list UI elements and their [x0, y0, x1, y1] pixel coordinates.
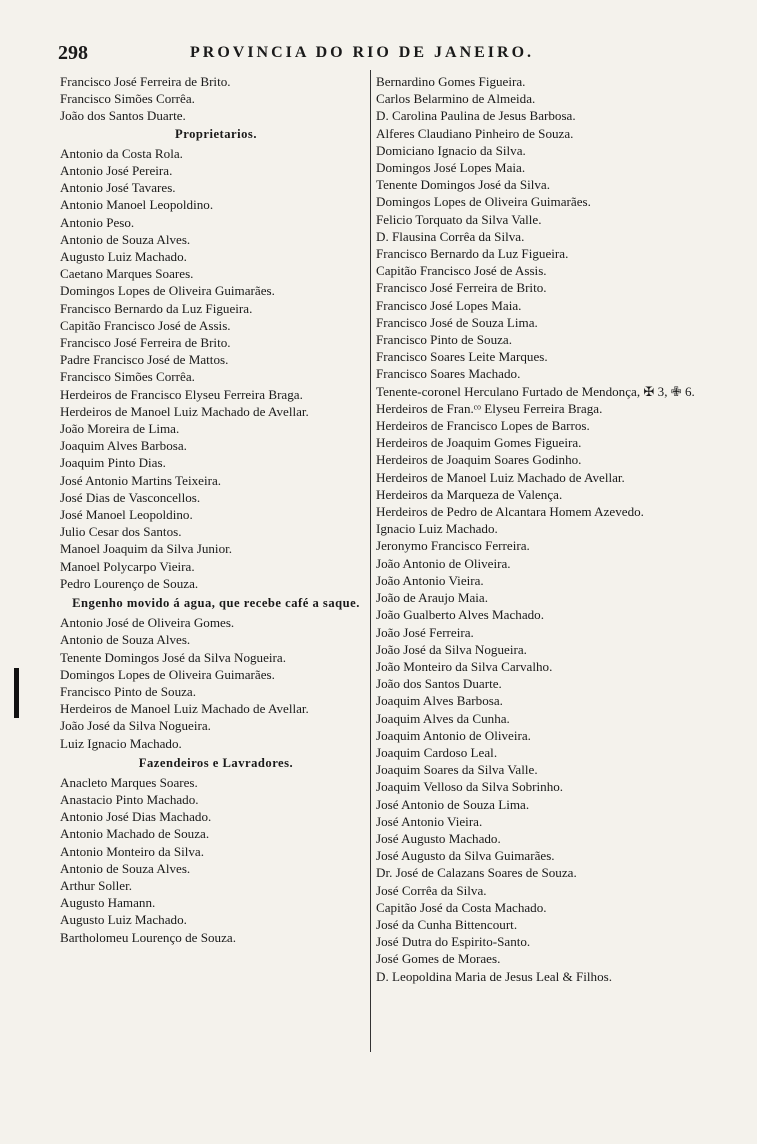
list-item: José Manoel Leopoldino.	[60, 507, 193, 523]
list-item: Anastacio Pinto Machado.	[60, 791, 199, 807]
list-item: Manoel Polycarpo Vieira.	[60, 558, 195, 574]
list-item: João Monteiro da Silva Carvalho.	[376, 658, 553, 674]
list-item: Joaquim Pinto Dias.	[60, 455, 166, 471]
list-item: Herdeiros de Fran.ᶜᵒ Elyseu Ferreira Braga.	[376, 400, 603, 416]
list-item: D. Leopoldina Maria de Jesus Leal & Filhos.	[376, 968, 613, 984]
list-item: Francisco José Lopes Maia.	[376, 297, 522, 313]
list-item: Antonio de Souza Alves.	[60, 231, 191, 247]
list-item: Joaquim Velloso da Silva Sobrinho.	[376, 779, 564, 795]
list-item: Herdeiros de Joaquim Gomes Figueira.	[376, 435, 582, 451]
right-column	[376, 73, 706, 985]
list-item: João de Araujo Maia.	[376, 590, 488, 606]
list-item: Herdeiros de Joaquim Soares Godinho.	[376, 452, 582, 468]
list-item: Joaquim Antonio de Oliveira.	[376, 727, 531, 743]
list-item: Bartholomeu Lourenço de Souza.	[60, 929, 236, 945]
list-item: Francisco José Ferreira de Brito.	[60, 74, 231, 89]
list-item: Luiz Ignacio Machado.	[60, 735, 182, 751]
list-item: Antonio José Tavares.	[60, 180, 176, 196]
list-item: Julio Cesar dos Santos.	[60, 524, 182, 540]
list-item: Joaquim Alves Barbosa.	[376, 693, 503, 709]
list-item: Tenente-coronel Herculano Furtado de Mendonça, ✠ 3, ✙ 6.	[376, 383, 695, 399]
list-item: Francisco Bernardo da Luz Figueira.	[376, 246, 569, 262]
list-item: Bernardino Gomes Figueira.	[376, 74, 526, 89]
list-item: João José da Silva Nogueira.	[60, 718, 211, 734]
list-item: José Dutra do Espirito-Santo.	[376, 934, 531, 950]
list-item: José Corrêa da Silva.	[376, 882, 487, 898]
list-item: Joaquim Soares da Silva Valle.	[376, 762, 538, 778]
list-item: Francisco José Ferreira de Brito.	[376, 280, 547, 296]
list-item: Francisco Soares Leite Marques.	[376, 349, 548, 365]
list-item: José Augusto Machado.	[376, 830, 501, 846]
list-item: Tenente Domingos José da Silva Nogueira.	[60, 649, 286, 665]
left-column	[60, 73, 372, 946]
list-item: Antonio Manoel Leopoldino.	[60, 197, 214, 213]
list-item: Herdeiros de Manoel Luiz Machado de Avellar.	[60, 403, 309, 419]
list-item: Jeronymo Francisco Ferreira.	[376, 538, 530, 554]
list-item: José Antonio Martins Teixeira.	[60, 472, 222, 488]
list-item: Herdeiros de Manoel Luiz Machado de Avellar.	[60, 701, 309, 717]
list-item: Antonio Peso.	[60, 214, 135, 230]
list-item: Domingos Lopes de Oliveira Guimarães.	[60, 666, 275, 682]
list-item: Tenente Domingos José da Silva.	[376, 177, 551, 193]
list-item: João José Ferreira.	[376, 624, 474, 640]
section-heading-proprietarios: Proprietarios.	[175, 126, 257, 141]
list-item: Francisco José Ferreira de Brito.	[60, 335, 231, 351]
list-item: Herdeiros de Francisco Elyseu Ferreira Braga.	[60, 386, 303, 402]
list-item: Domingos Lopes de Oliveira Guimarães.	[376, 194, 591, 210]
list-item: D. Flausina Corrêa da Silva.	[376, 228, 525, 244]
list-item: Felicio Torquato da Silva Valle.	[376, 211, 542, 227]
list-item: Francisco Soares Machado.	[376, 366, 521, 382]
list-item: José Augusto da Silva Guimarães.	[376, 848, 555, 864]
list-item: Antonio José de Oliveira Gomes.	[60, 615, 235, 631]
list-item: José Gomes de Moraes.	[376, 951, 501, 967]
list-item: Domingos Lopes de Oliveira Guimarães.	[60, 283, 275, 299]
list-item: Arthur Soller.	[60, 877, 133, 893]
list-item: Dr. José de Calazans Soares de Souza.	[376, 865, 577, 881]
list-item: Augusto Luiz Machado.	[60, 249, 187, 265]
list-item: Antonio José Dias Machado.	[60, 809, 212, 825]
list-item: Herdeiros de Francisco Lopes de Barros.	[376, 418, 590, 434]
list-item: Augusto Luiz Machado.	[60, 912, 187, 928]
list-item: João dos Santos Duarte.	[60, 108, 186, 124]
list-item: Carlos Belarmino de Almeida.	[376, 91, 536, 107]
list-item: Domingos José Lopes Maia.	[376, 160, 526, 176]
list-item: Pedro Lourenço de Souza.	[60, 575, 199, 591]
list-item: Francisco Simões Corrêa.	[60, 91, 195, 107]
list-item: Anacleto Marques Soares.	[60, 774, 198, 790]
list-item: Alferes Claudiano Pinheiro de Souza.	[376, 125, 574, 141]
list-item: Antonio José Pereira.	[60, 163, 173, 179]
list-item: Manoel Joaquim da Silva Junior.	[60, 541, 233, 557]
list-item: João dos Santos Duarte.	[376, 676, 502, 692]
list-item: Francisco Pinto de Souza.	[60, 683, 197, 699]
list-item: Antonio de Souza Alves.	[60, 860, 191, 876]
list-item: Padre Francisco José de Mattos.	[60, 352, 229, 368]
page-title: PROVINCIA DO RIO DE JANEIRO.	[190, 44, 535, 61]
proprietarios-list	[60, 145, 372, 592]
list-item: Capitão José da Costa Machado.	[376, 899, 547, 915]
list-item: Francisco Simões Corrêa.	[60, 369, 195, 385]
list-item: Antonio Machado de Souza.	[60, 826, 210, 842]
list-item: José Antonio Vieira.	[376, 813, 483, 829]
list-item: João Antonio de Oliveira.	[376, 555, 511, 571]
list-item: Ignacio Luiz Machado.	[376, 521, 498, 537]
list-item: João Antonio Vieira.	[376, 572, 484, 588]
list-item: Antonio Monteiro da Silva.	[60, 843, 205, 859]
intro-list	[60, 73, 372, 125]
list-item: Joaquim Alves da Cunha.	[376, 710, 510, 726]
list-item: José Dias de Vasconcellos.	[60, 489, 201, 505]
list-item: Herdeiros de Manoel Luiz Machado de Avellar.	[376, 469, 625, 485]
list-item: Francisco Pinto de Souza.	[376, 332, 513, 348]
list-item: Augusto Hamann.	[60, 895, 156, 911]
list-item: Capitão Francisco José de Assis.	[376, 263, 547, 279]
list-item: Antonio da Costa Rola.	[60, 145, 183, 161]
list-item: Francisco José de Souza Lima.	[376, 314, 538, 330]
list-item: José Antonio de Souza Lima.	[376, 796, 530, 812]
list-item: Joaquim Alves Barbosa.	[60, 438, 187, 454]
list-item: Francisco Bernardo da Luz Figueira.	[60, 300, 253, 316]
section-heading-fazendeiros: Fazendeiros e Lavradores.	[138, 755, 294, 770]
list-item: Caetano Marques Soares.	[60, 266, 194, 282]
list-item: João Moreira de Lima.	[60, 421, 180, 437]
list-item: João Gualberto Alves Machado.	[376, 607, 544, 623]
engenho-list	[60, 614, 372, 752]
fazendeiros-list	[60, 774, 372, 946]
list-item: João José da Silva Nogueira.	[376, 641, 527, 657]
right-entries-list	[376, 73, 706, 985]
list-item: Herdeiros da Marqueza de Valença.	[376, 486, 563, 502]
section-heading-engenho: Engenho movido á agua, que recebe café a saque.	[72, 596, 360, 611]
list-item: Capitão Francisco José de Assis.	[60, 317, 231, 333]
list-item: Antonio de Souza Alves.	[60, 632, 191, 648]
margin-mark	[14, 668, 19, 718]
page-number: 298	[58, 42, 88, 64]
list-item: Herdeiros de Pedro de Alcantara Homem Azevedo.	[376, 504, 644, 520]
list-item: D. Carolina Paulina de Jesus Barbosa.	[376, 108, 576, 124]
list-item: Joaquim Cardoso Leal.	[376, 744, 498, 760]
list-item: José da Cunha Bittencourt.	[376, 916, 518, 932]
list-item: Domiciano Ignacio da Silva.	[376, 142, 526, 158]
